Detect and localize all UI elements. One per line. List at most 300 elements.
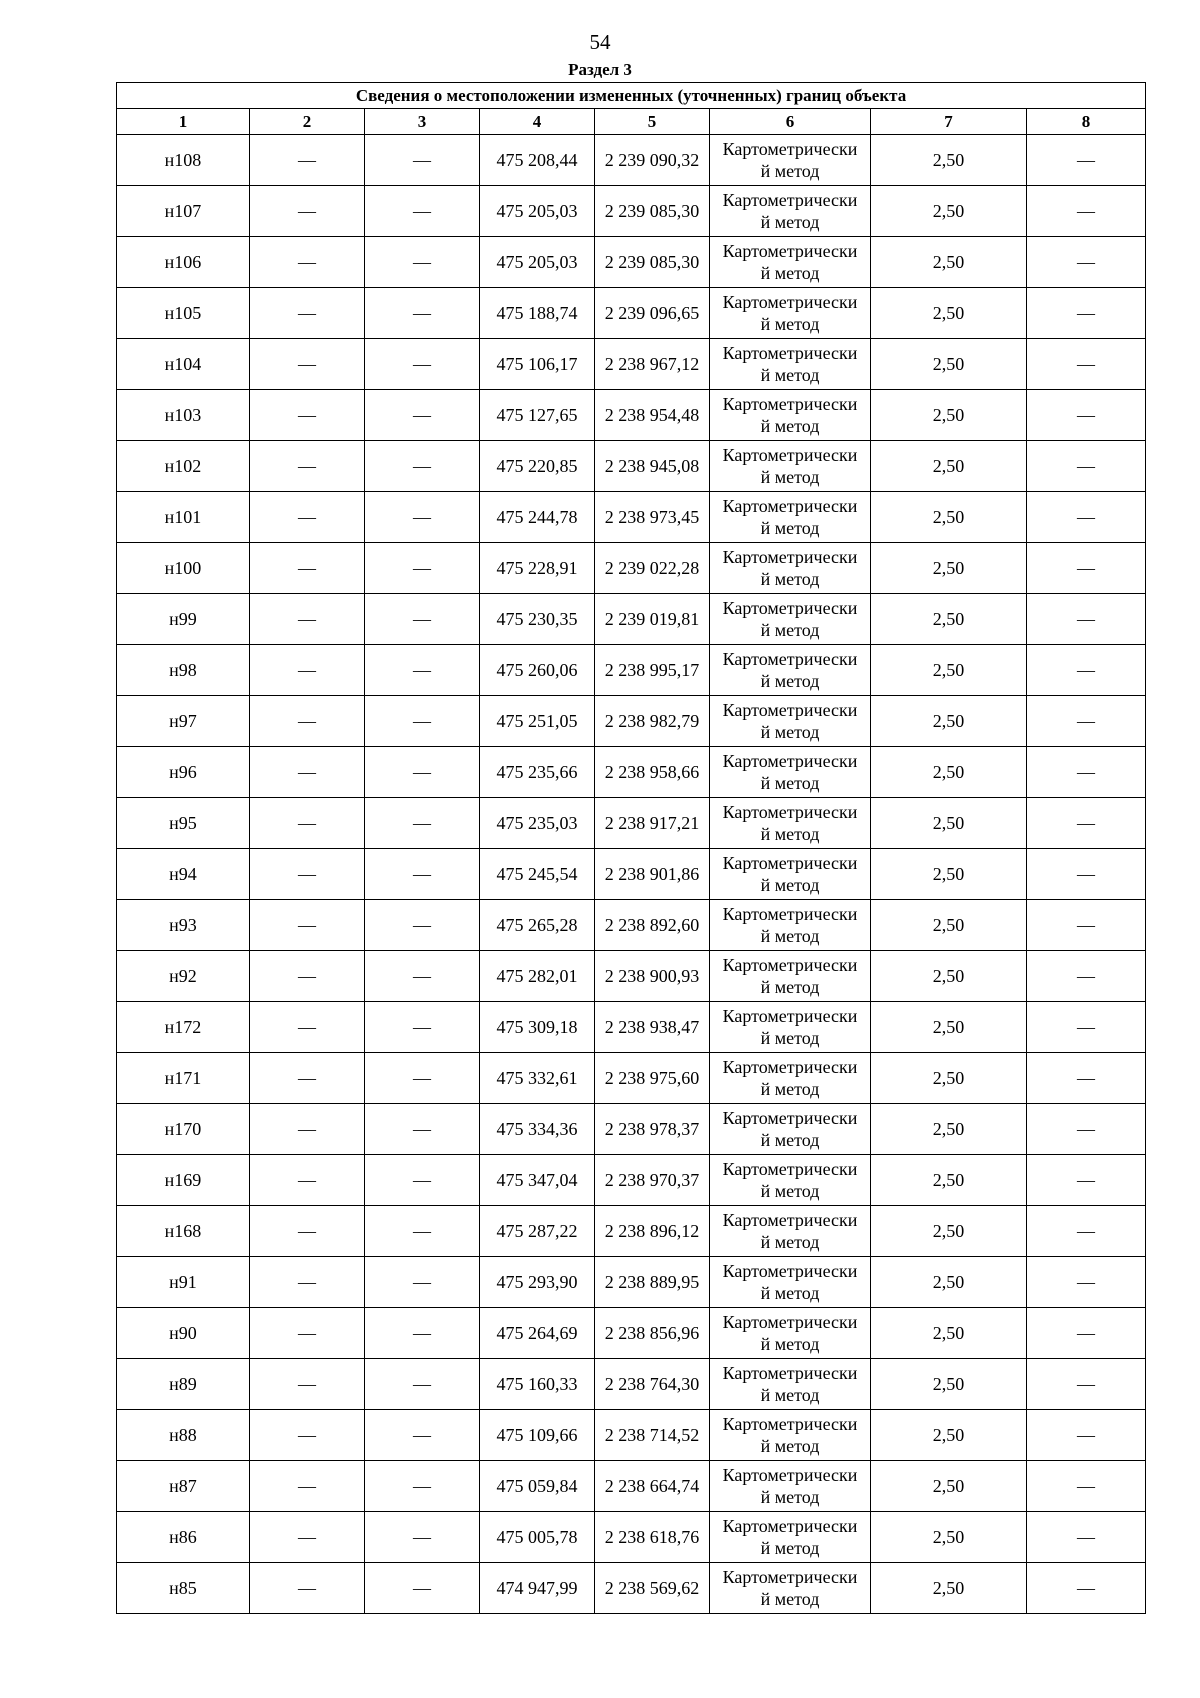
x-coordinate-cell: 475 264,69 [480,1308,595,1359]
x-coordinate-cell: 475 293,90 [480,1257,595,1308]
method-cell [710,186,871,237]
point-name-cell: н92 [117,951,250,1002]
method-line-2: й метод [760,977,820,997]
method-cell [710,1206,871,1257]
table-body [117,83,1146,1614]
table-caption: Сведения о местоположении измененных (уточненных) границ объекта [117,83,1146,109]
column-8-cell: — [1027,186,1146,237]
y-coordinate-cell: 2 238 896,12 [595,1206,710,1257]
y-coordinate-cell: 2 239 019,81 [595,594,710,645]
column-number-4: 4 [480,109,595,135]
column-3-cell: — [365,849,480,900]
method-line-2: й метод [760,620,820,640]
method-line-2: й метод [760,1334,820,1354]
method-line-2: й метод [760,1436,820,1456]
column-3-cell: — [365,1308,480,1359]
accuracy-cell: 2,50 [871,237,1027,288]
accuracy-cell: 2,50 [871,543,1027,594]
x-coordinate-cell: 475 334,36 [480,1104,595,1155]
column-2-cell: — [250,135,365,186]
method-cell [710,441,871,492]
method-cell [710,1257,871,1308]
method-line-1: Картометрически [722,904,858,924]
column-3-cell: — [365,339,480,390]
accuracy-cell: 2,50 [871,1410,1027,1461]
accuracy-cell: 2,50 [871,1104,1027,1155]
point-name-cell: н106 [117,237,250,288]
column-2-cell: — [250,1206,365,1257]
table-row [117,594,1146,645]
table-row [117,1002,1146,1053]
column-8-cell: — [1027,1461,1146,1512]
x-coordinate-cell: 475 188,74 [480,288,595,339]
column-2-cell: — [250,441,365,492]
method-cell [710,1155,871,1206]
column-8-cell: — [1027,441,1146,492]
column-2-cell: — [250,1410,365,1461]
table-row [117,492,1146,543]
x-coordinate-cell: 475 109,66 [480,1410,595,1461]
column-3-cell: — [365,237,480,288]
accuracy-cell: 2,50 [871,492,1027,543]
table-row [117,543,1146,594]
column-8-cell: — [1027,594,1146,645]
column-3-cell: — [365,696,480,747]
y-coordinate-cell: 2 238 618,76 [595,1512,710,1563]
point-name-cell: н88 [117,1410,250,1461]
accuracy-cell: 2,50 [871,1461,1027,1512]
y-coordinate-cell: 2 238 975,60 [595,1053,710,1104]
point-name-cell: н172 [117,1002,250,1053]
x-coordinate-cell: 475 205,03 [480,186,595,237]
table-row [117,1104,1146,1155]
table-row [117,951,1146,1002]
table-row [117,747,1146,798]
column-3-cell: — [365,441,480,492]
method-cell [710,237,871,288]
column-8-cell: — [1027,951,1146,1002]
y-coordinate-cell: 2 238 892,60 [595,900,710,951]
method-cell [710,1410,871,1461]
y-coordinate-cell: 2 238 970,37 [595,1155,710,1206]
table-row [117,390,1146,441]
column-3-cell: — [365,186,480,237]
method-cell [710,645,871,696]
point-name-cell: н169 [117,1155,250,1206]
table-row [117,1563,1146,1614]
x-coordinate-cell: 475 265,28 [480,900,595,951]
x-coordinate-cell: 475 230,35 [480,594,595,645]
y-coordinate-cell: 2 238 856,96 [595,1308,710,1359]
accuracy-cell: 2,50 [871,186,1027,237]
x-coordinate-cell: 475 251,05 [480,696,595,747]
column-3-cell: — [365,900,480,951]
method-line-2: й метод [760,212,820,232]
column-2-cell: — [250,288,365,339]
column-number-6: 6 [710,109,871,135]
column-3-cell: — [365,1512,480,1563]
point-name-cell: н90 [117,1308,250,1359]
method-line-1: Картометрически [722,1210,858,1230]
column-8-cell: — [1027,1512,1146,1563]
point-name-cell: н95 [117,798,250,849]
method-line-1: Картометрически [722,700,858,720]
x-coordinate-cell: 475 332,61 [480,1053,595,1104]
x-coordinate-cell: 475 347,04 [480,1155,595,1206]
method-line-2: й метод [760,314,820,334]
method-line-1: Картометрически [722,1516,858,1536]
column-2-cell: — [250,1461,365,1512]
y-coordinate-cell: 2 238 714,52 [595,1410,710,1461]
accuracy-cell: 2,50 [871,135,1027,186]
x-coordinate-cell: 475 260,06 [480,645,595,696]
point-name-cell: н102 [117,441,250,492]
point-name-cell: н91 [117,1257,250,1308]
column-3-cell: — [365,594,480,645]
y-coordinate-cell: 2 238 958,66 [595,747,710,798]
column-3-cell: — [365,492,480,543]
y-coordinate-cell: 2 239 085,30 [595,237,710,288]
method-cell [710,594,871,645]
page-number: 54 [589,30,611,54]
column-8-cell: — [1027,288,1146,339]
y-coordinate-cell: 2 238 901,86 [595,849,710,900]
column-3-cell: — [365,1002,480,1053]
accuracy-cell: 2,50 [871,1155,1027,1206]
method-cell [710,1512,871,1563]
x-coordinate-cell: 475 235,66 [480,747,595,798]
method-line-1: Картометрически [722,1057,858,1077]
method-line-1: Картометрически [722,751,858,771]
method-line-2: й метод [760,773,820,793]
method-line-1: Картометрически [722,496,858,516]
accuracy-cell: 2,50 [871,696,1027,747]
table-row [117,1206,1146,1257]
point-name-cell: н86 [117,1512,250,1563]
method-line-1: Картометрически [722,1363,858,1383]
column-3-cell: — [365,1359,480,1410]
column-3-cell: — [365,1104,480,1155]
method-cell [710,1002,871,1053]
accuracy-cell: 2,50 [871,1002,1027,1053]
table-row [117,900,1146,951]
method-line-2: й метод [760,1028,820,1048]
method-cell [710,747,871,798]
method-line-1: Картометрически [722,547,858,567]
method-line-2: й метод [760,1130,820,1150]
table-row [117,1512,1146,1563]
column-number-3: 3 [365,109,480,135]
y-coordinate-cell: 2 238 889,95 [595,1257,710,1308]
column-number-row [117,109,1146,135]
column-2-cell: — [250,492,365,543]
method-cell [710,951,871,1002]
method-cell [710,798,871,849]
x-coordinate-cell: 475 220,85 [480,441,595,492]
method-cell [710,696,871,747]
column-3-cell: — [365,1563,480,1614]
method-line-1: Картометрически [722,853,858,873]
column-2-cell: — [250,1359,365,1410]
method-line-2: й метод [760,1079,820,1099]
point-name-cell: н101 [117,492,250,543]
table-row [117,339,1146,390]
method-cell [710,849,871,900]
point-name-cell: н94 [117,849,250,900]
method-line-2: й метод [760,416,820,436]
method-line-1: Картометрически [722,649,858,669]
column-2-cell: — [250,543,365,594]
point-name-cell: н98 [117,645,250,696]
y-coordinate-cell: 2 238 973,45 [595,492,710,543]
method-line-1: Картометрически [722,1159,858,1179]
y-coordinate-cell: 2 238 967,12 [595,339,710,390]
column-3-cell: — [365,288,480,339]
table-row [117,696,1146,747]
method-cell [710,1053,871,1104]
column-2-cell: — [250,849,365,900]
column-2-cell: — [250,1257,365,1308]
accuracy-cell: 2,50 [871,1206,1027,1257]
table-row [117,237,1146,288]
accuracy-cell: 2,50 [871,1257,1027,1308]
column-8-cell: — [1027,1563,1146,1614]
y-coordinate-cell: 2 238 978,37 [595,1104,710,1155]
table-row [117,645,1146,696]
method-line-2: й метод [760,926,820,946]
column-3-cell: — [365,1206,480,1257]
table-row [117,1257,1146,1308]
accuracy-cell: 2,50 [871,747,1027,798]
column-3-cell: — [365,543,480,594]
method-line-1: Картометрически [722,598,858,618]
method-line-1: Картометрически [722,241,858,261]
point-name-cell: н171 [117,1053,250,1104]
column-2-cell: — [250,900,365,951]
method-line-2: й метод [760,824,820,844]
y-coordinate-cell: 2 238 664,74 [595,1461,710,1512]
point-name-cell: н105 [117,288,250,339]
column-2-cell: — [250,1002,365,1053]
method-line-1: Картометрически [722,139,858,159]
column-3-cell: — [365,1461,480,1512]
method-line-2: й метод [760,1589,820,1609]
method-line-1: Картометрически [722,1312,858,1332]
method-cell [710,1461,871,1512]
column-2-cell: — [250,1155,365,1206]
column-8-cell: — [1027,1104,1146,1155]
y-coordinate-cell: 2 238 917,21 [595,798,710,849]
method-line-2: й метод [760,1487,820,1507]
column-number-5: 5 [595,109,710,135]
x-coordinate-cell: 475 287,22 [480,1206,595,1257]
method-line-2: й метод [760,161,820,181]
column-8-cell: — [1027,492,1146,543]
column-8-cell: — [1027,339,1146,390]
table-row [117,1359,1146,1410]
y-coordinate-cell: 2 238 982,79 [595,696,710,747]
table-row [117,186,1146,237]
y-coordinate-cell: 2 238 945,08 [595,441,710,492]
method-line-1: Картометрически [722,190,858,210]
column-8-cell: — [1027,849,1146,900]
accuracy-cell: 2,50 [871,1563,1027,1614]
point-name-cell: н97 [117,696,250,747]
y-coordinate-cell: 2 238 900,93 [595,951,710,1002]
column-8-cell: — [1027,390,1146,441]
column-8-cell: — [1027,1155,1146,1206]
column-3-cell: — [365,951,480,1002]
accuracy-cell: 2,50 [871,645,1027,696]
x-coordinate-cell: 475 005,78 [480,1512,595,1563]
table-caption-row [117,83,1146,109]
accuracy-cell: 2,50 [871,594,1027,645]
column-2-cell: — [250,594,365,645]
accuracy-cell: 2,50 [871,441,1027,492]
column-2-cell: — [250,186,365,237]
y-coordinate-cell: 2 238 995,17 [595,645,710,696]
method-line-2: й метод [760,722,820,742]
method-cell [710,135,871,186]
method-line-2: й метод [760,365,820,385]
point-name-cell: н93 [117,900,250,951]
table-row [117,1410,1146,1461]
point-name-cell: н89 [117,1359,250,1410]
method-line-2: й метод [760,569,820,589]
column-2-cell: — [250,696,365,747]
x-coordinate-cell: 475 235,03 [480,798,595,849]
table-row [117,135,1146,186]
column-number-1: 1 [117,109,250,135]
method-line-1: Картометрически [722,445,858,465]
x-coordinate-cell: 475 228,91 [480,543,595,594]
section-title: Раздел 3 [568,60,632,79]
accuracy-cell: 2,50 [871,1308,1027,1359]
y-coordinate-cell: 2 238 938,47 [595,1002,710,1053]
x-coordinate-cell: 475 127,65 [480,390,595,441]
method-line-2: й метод [760,1385,820,1405]
column-8-cell: — [1027,1053,1146,1104]
method-line-2: й метод [760,467,820,487]
column-2-cell: — [250,390,365,441]
table-row [117,1053,1146,1104]
x-coordinate-cell: 475 309,18 [480,1002,595,1053]
column-8-cell: — [1027,900,1146,951]
point-name-cell: н96 [117,747,250,798]
point-name-cell: н168 [117,1206,250,1257]
y-coordinate-cell: 2 238 569,62 [595,1563,710,1614]
table-row [117,1461,1146,1512]
y-coordinate-cell: 2 239 096,65 [595,288,710,339]
method-line-1: Картометрически [722,1465,858,1485]
column-2-cell: — [250,1104,365,1155]
table-row [117,288,1146,339]
column-3-cell: — [365,135,480,186]
table-row [117,849,1146,900]
point-name-cell: н103 [117,390,250,441]
column-8-cell: — [1027,1257,1146,1308]
column-3-cell: — [365,747,480,798]
accuracy-cell: 2,50 [871,951,1027,1002]
method-line-1: Картометрически [722,1108,858,1128]
accuracy-cell: 2,50 [871,1512,1027,1563]
column-number-7: 7 [871,109,1027,135]
method-line-1: Картометрически [722,1261,858,1281]
column-3-cell: — [365,645,480,696]
column-number-2: 2 [250,109,365,135]
method-cell [710,1359,871,1410]
column-2-cell: — [250,798,365,849]
y-coordinate-cell: 2 238 954,48 [595,390,710,441]
point-name-cell: н107 [117,186,250,237]
column-8-cell: — [1027,645,1146,696]
method-cell [710,1308,871,1359]
table-row [117,798,1146,849]
accuracy-cell: 2,50 [871,1053,1027,1104]
column-8-cell: — [1027,237,1146,288]
column-8-cell: — [1027,1410,1146,1461]
method-line-1: Картометрически [722,292,858,312]
point-name-cell: н87 [117,1461,250,1512]
method-line-1: Картометрически [722,1006,858,1026]
column-2-cell: — [250,339,365,390]
column-8-cell: — [1027,543,1146,594]
boundary-coordinates-table [116,82,1146,1614]
table-row [117,441,1146,492]
point-name-cell: н170 [117,1104,250,1155]
method-line-2: й метод [760,875,820,895]
point-name-cell: н108 [117,135,250,186]
method-cell [710,543,871,594]
method-line-2: й метод [760,263,820,283]
method-line-2: й метод [760,1538,820,1558]
point-name-cell: н100 [117,543,250,594]
method-line-1: Картометрически [722,394,858,414]
method-cell [710,1563,871,1614]
column-2-cell: — [250,951,365,1002]
method-line-1: Картометрически [722,802,858,822]
x-coordinate-cell: 475 244,78 [480,492,595,543]
method-cell [710,288,871,339]
column-8-cell: — [1027,1359,1146,1410]
column-3-cell: — [365,1053,480,1104]
column-3-cell: — [365,1155,480,1206]
column-2-cell: — [250,645,365,696]
column-2-cell: — [250,1053,365,1104]
column-8-cell: — [1027,1206,1146,1257]
column-3-cell: — [365,1410,480,1461]
column-2-cell: — [250,1308,365,1359]
x-coordinate-cell: 475 245,54 [480,849,595,900]
method-line-2: й метод [760,1181,820,1201]
x-coordinate-cell: 475 208,44 [480,135,595,186]
method-line-1: Картометрически [722,1414,858,1434]
column-3-cell: — [365,390,480,441]
accuracy-cell: 2,50 [871,1359,1027,1410]
column-8-cell: — [1027,747,1146,798]
accuracy-cell: 2,50 [871,900,1027,951]
x-coordinate-cell: 475 106,17 [480,339,595,390]
column-8-cell: — [1027,1308,1146,1359]
method-cell [710,492,871,543]
column-2-cell: — [250,237,365,288]
method-line-1: Картометрически [722,955,858,975]
column-2-cell: — [250,1512,365,1563]
column-3-cell: — [365,1257,480,1308]
method-line-2: й метод [760,1232,820,1252]
accuracy-cell: 2,50 [871,339,1027,390]
x-coordinate-cell: 475 205,03 [480,237,595,288]
